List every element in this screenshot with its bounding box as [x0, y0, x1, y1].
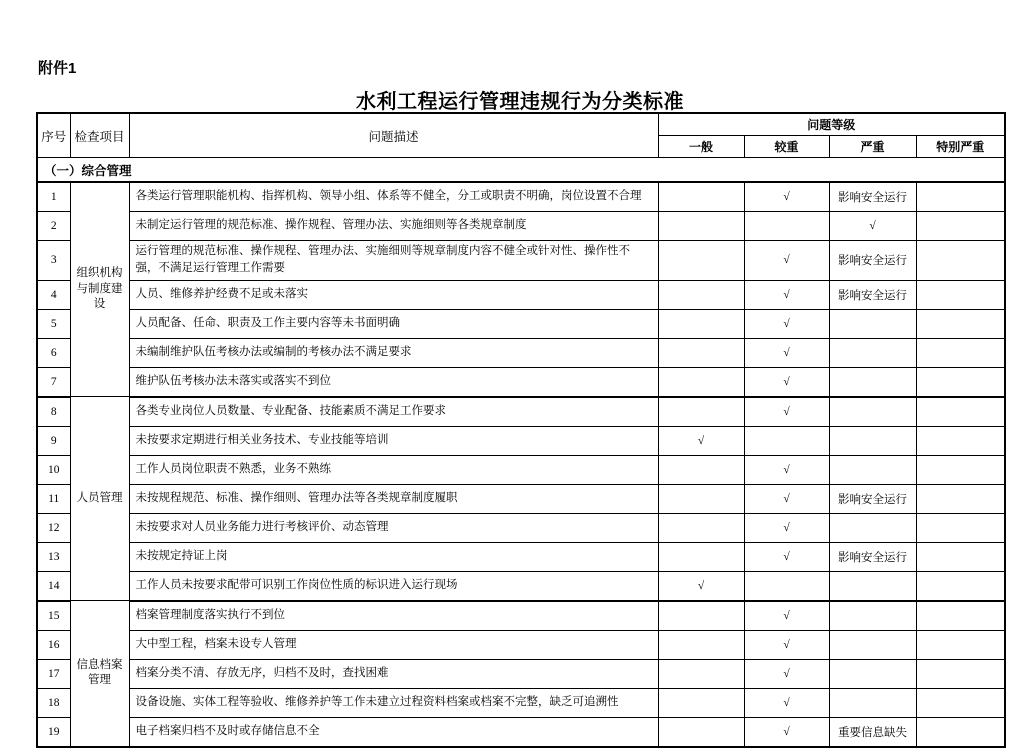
cell-level-moderate: √ [744, 338, 829, 367]
row-problem-description: 大中型工程，档案未设专人管理 [129, 630, 658, 659]
cell-level-moderate: √ [744, 397, 829, 427]
cell-level-general [658, 182, 744, 212]
table-row [37, 367, 1005, 397]
cell-level-extreme [916, 601, 1005, 631]
section-title: （一）综合管理 [37, 158, 1005, 183]
table-row [37, 397, 1005, 427]
cell-level-general [658, 513, 744, 542]
cell-level-extreme [916, 630, 1005, 659]
cell-level-moderate: √ [744, 659, 829, 688]
table-row [37, 338, 1005, 367]
header-row-top [37, 113, 1005, 136]
cell-level-general [658, 717, 744, 747]
row-serial: 11 [37, 484, 70, 513]
cell-level-severe [829, 601, 916, 631]
cell-level-moderate: √ [744, 280, 829, 309]
cell-level-moderate: √ [744, 182, 829, 212]
col-header-level-general: 一般 [658, 136, 744, 158]
col-header-level-severe: 严重 [829, 136, 916, 158]
cell-level-severe: 影响安全运行 [829, 182, 916, 212]
row-serial: 3 [37, 241, 70, 281]
table-row [37, 630, 1005, 659]
cell-level-severe [829, 455, 916, 484]
table-row [37, 688, 1005, 717]
cell-level-moderate: √ [744, 688, 829, 717]
col-header-problem-description: 问题描述 [129, 113, 658, 158]
cell-level-extreme [916, 455, 1005, 484]
table-row [37, 484, 1005, 513]
cell-level-extreme [916, 717, 1005, 747]
cell-level-extreme [916, 241, 1005, 281]
cell-level-moderate: √ [744, 484, 829, 513]
cell-level-severe [829, 397, 916, 427]
row-problem-description: 各类运行管理职能机构、指挥机构、领导小组、体系等不健全，分工或职责不明确，岗位设置不合理 [129, 182, 658, 212]
cell-level-severe [829, 309, 916, 338]
cell-level-general [658, 455, 744, 484]
violation-classification-table [36, 112, 1006, 748]
cell-level-extreme [916, 542, 1005, 571]
inspection-item-group: 信息档案管理 [70, 601, 129, 747]
cell-level-moderate: √ [744, 601, 829, 631]
cell-level-general: √ [658, 571, 744, 601]
row-serial: 7 [37, 367, 70, 397]
cell-level-moderate: √ [744, 717, 829, 747]
row-serial: 19 [37, 717, 70, 747]
cell-level-moderate [744, 426, 829, 455]
cell-level-moderate: √ [744, 455, 829, 484]
cell-level-general [658, 338, 744, 367]
cell-level-general [658, 484, 744, 513]
inspection-item-group: 组织机构与制度建设 [70, 182, 129, 397]
cell-level-extreme [916, 659, 1005, 688]
table-row [37, 182, 1005, 212]
cell-level-severe [829, 571, 916, 601]
row-serial: 15 [37, 601, 70, 631]
cell-level-moderate: √ [744, 309, 829, 338]
row-problem-description: 各类专业岗位人员数量、专业配备、技能素质不满足工作要求 [129, 397, 658, 427]
col-header-problem-level-group: 问题等级 [658, 113, 1005, 136]
table-row [37, 717, 1005, 747]
table-row [37, 601, 1005, 631]
row-problem-description: 电子档案归档不及时或存储信息不全 [129, 717, 658, 747]
attachment-label: 附件1 [38, 60, 77, 77]
section-row [37, 158, 1005, 183]
row-serial: 14 [37, 571, 70, 601]
cell-level-severe [829, 688, 916, 717]
cell-level-extreme [916, 367, 1005, 397]
table-row [37, 542, 1005, 571]
table-row [37, 571, 1005, 601]
row-problem-description: 未按规定持证上岗 [129, 542, 658, 571]
cell-level-general [658, 688, 744, 717]
cell-level-severe [829, 338, 916, 367]
row-problem-description: 未按要求对人员业务能力进行考核评价、动态管理 [129, 513, 658, 542]
row-serial: 12 [37, 513, 70, 542]
cell-level-extreme [916, 484, 1005, 513]
cell-level-extreme [916, 212, 1005, 241]
cell-level-moderate: √ [744, 367, 829, 397]
cell-level-extreme [916, 397, 1005, 427]
row-serial: 13 [37, 542, 70, 571]
row-problem-description: 未制定运行管理的规范标准、操作规程、管理办法、实施细则等各类规章制度 [129, 212, 658, 241]
row-problem-description: 设备设施、实体工程等验收、维修养护等工作未建立过程资料档案或档案不完整，缺乏可追溯性 [129, 688, 658, 717]
cell-level-moderate [744, 212, 829, 241]
row-problem-description: 档案分类不清、存放无序，归档不及时，查找困难 [129, 659, 658, 688]
cell-level-extreme [916, 280, 1005, 309]
cell-level-general [658, 601, 744, 631]
row-serial: 16 [37, 630, 70, 659]
cell-level-general [658, 212, 744, 241]
cell-level-general [658, 630, 744, 659]
cell-level-general [658, 659, 744, 688]
cell-level-extreme [916, 513, 1005, 542]
row-serial: 8 [37, 397, 70, 427]
cell-level-general [658, 542, 744, 571]
cell-level-extreme [916, 309, 1005, 338]
table-header [37, 113, 1005, 158]
row-problem-description: 人员配备、任命、职责及工作主要内容等未书面明确 [129, 309, 658, 338]
cell-level-moderate: √ [744, 241, 829, 281]
row-problem-description: 未按规程规范、标准、操作细则、管理办法等各类规章制度履职 [129, 484, 658, 513]
cell-level-general: √ [658, 426, 744, 455]
row-serial: 17 [37, 659, 70, 688]
row-serial: 10 [37, 455, 70, 484]
table-body [37, 158, 1005, 747]
cell-level-general [658, 309, 744, 338]
col-header-level-moderate: 较重 [744, 136, 829, 158]
cell-level-severe: 影响安全运行 [829, 542, 916, 571]
cell-level-severe: 影响安全运行 [829, 241, 916, 281]
cell-level-severe [829, 659, 916, 688]
cell-level-extreme [916, 571, 1005, 601]
row-serial: 9 [37, 426, 70, 455]
cell-level-severe [829, 367, 916, 397]
table-row [37, 241, 1005, 281]
table-row [37, 212, 1005, 241]
cell-level-severe [829, 513, 916, 542]
row-problem-description: 未按要求定期进行相关业务技术、专业技能等培训 [129, 426, 658, 455]
table-row [37, 309, 1005, 338]
table-row [37, 513, 1005, 542]
row-serial: 4 [37, 280, 70, 309]
table-row [37, 280, 1005, 309]
cell-level-moderate: √ [744, 513, 829, 542]
table-row [37, 455, 1005, 484]
cell-level-extreme [916, 338, 1005, 367]
cell-level-extreme [916, 426, 1005, 455]
cell-level-moderate: √ [744, 542, 829, 571]
row-problem-description: 未编制维护队伍考核办法或编制的考核办法不满足要求 [129, 338, 658, 367]
row-serial: 1 [37, 182, 70, 212]
row-serial: 6 [37, 338, 70, 367]
row-problem-description: 运行管理的规范标准、操作规程、管理办法、实施细则等规章制度内容不健全或针对性、操作性不强，不满足运行管理工作需要 [129, 241, 658, 281]
table-row [37, 659, 1005, 688]
cell-level-general [658, 280, 744, 309]
row-problem-description: 档案管理制度落实执行不到位 [129, 601, 658, 631]
inspection-item-group: 人员管理 [70, 397, 129, 601]
cell-level-severe: 影响安全运行 [829, 280, 916, 309]
cell-level-severe: 影响安全运行 [829, 484, 916, 513]
row-problem-description: 人员、维修养护经费不足或未落实 [129, 280, 658, 309]
row-serial: 2 [37, 212, 70, 241]
row-problem-description: 维护队伍考核办法未落实或落实不到位 [129, 367, 658, 397]
cell-level-severe: 重要信息缺失 [829, 717, 916, 747]
row-problem-description: 工作人员未按要求配带可识别工作岗位性质的标识进入运行现场 [129, 571, 658, 601]
cell-level-severe [829, 426, 916, 455]
cell-level-extreme [916, 182, 1005, 212]
col-header-inspection-item: 检查项目 [70, 113, 129, 158]
table-row [37, 426, 1005, 455]
cell-level-moderate [744, 571, 829, 601]
row-serial: 18 [37, 688, 70, 717]
cell-level-extreme [916, 688, 1005, 717]
row-serial: 5 [37, 309, 70, 338]
cell-level-moderate: √ [744, 630, 829, 659]
cell-level-severe: √ [829, 212, 916, 241]
cell-level-general [658, 397, 744, 427]
col-header-serial: 序号 [37, 113, 70, 158]
page-title: 水利工程运行管理违规行为分类标准 [356, 91, 684, 113]
cell-level-severe [829, 630, 916, 659]
cell-level-general [658, 367, 744, 397]
col-header-level-extreme: 特别严重 [916, 136, 1005, 158]
row-problem-description: 工作人员岗位职责不熟悉，业务不熟练 [129, 455, 658, 484]
cell-level-general [658, 241, 744, 281]
